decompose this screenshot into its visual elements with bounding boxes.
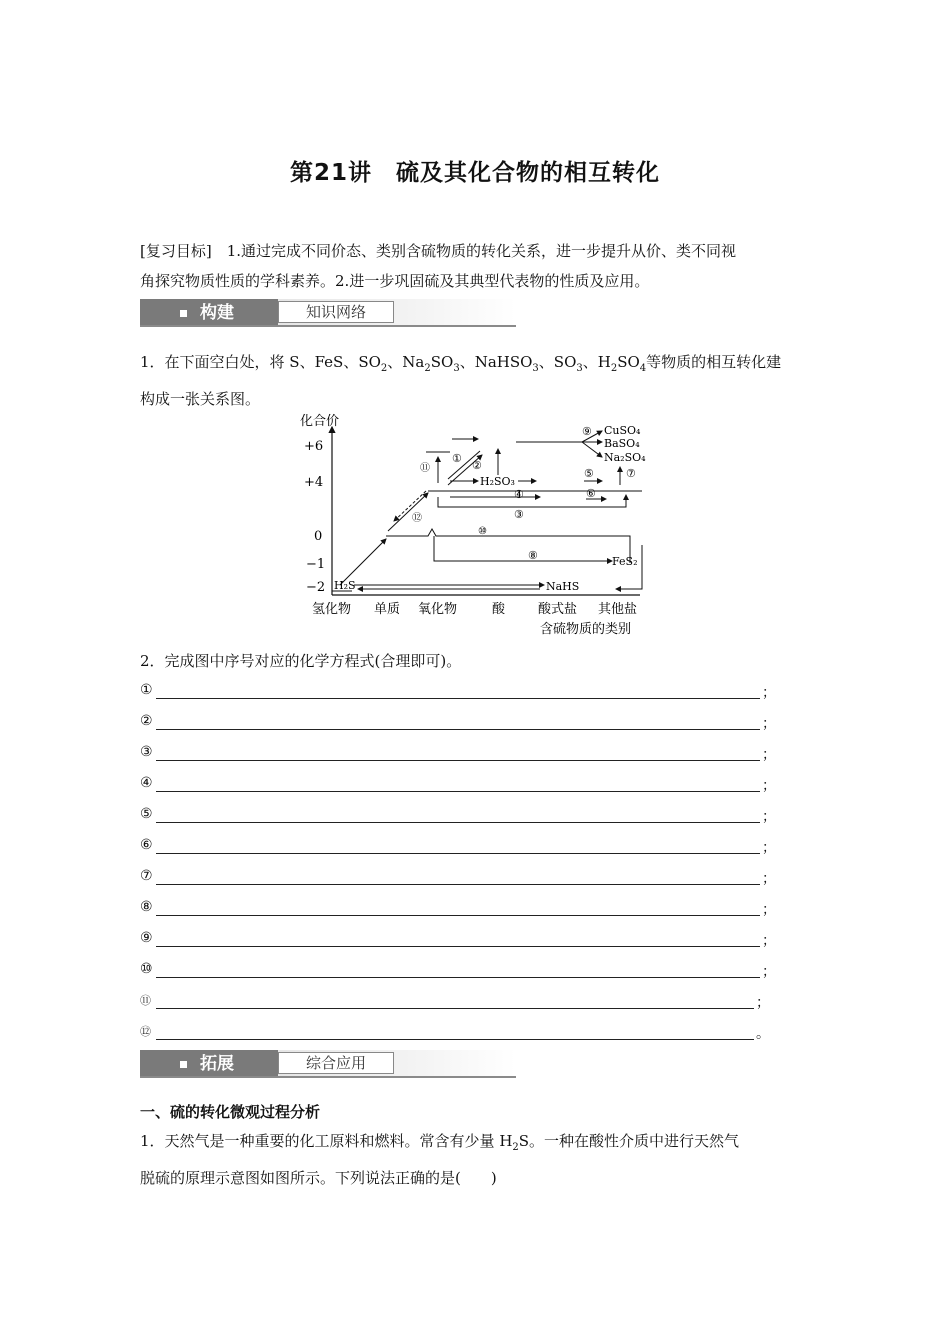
species-h2s: H₂S <box>334 579 356 592</box>
q1-text: 、SO <box>538 353 577 371</box>
q3-line-1 <box>140 1126 812 1163</box>
q1-sub: 2 <box>380 363 388 374</box>
fill-num: ④ <box>140 775 153 791</box>
species-na2so4: Na₂SO₄ <box>604 451 646 464</box>
q1-sub: 4 <box>639 363 647 374</box>
q1-text: 、NaHSO <box>459 353 533 371</box>
fill-end: ； <box>762 809 776 825</box>
fill-end: ； <box>762 964 776 980</box>
y-tick: −2 <box>306 580 326 595</box>
answer-blank[interactable] <box>156 698 760 699</box>
s-to-so2-line <box>388 493 428 531</box>
x-label: 其他盐 <box>598 602 638 617</box>
mark-2: ② <box>472 459 482 472</box>
species-fes2: FeS₂ <box>612 555 638 568</box>
mark-1: ① <box>452 452 462 465</box>
q3-text: S。一种在酸性介质中进行天然气 <box>518 1132 740 1150</box>
fill-end: ； <box>762 747 776 763</box>
answer-blank[interactable] <box>156 791 760 792</box>
fill-line <box>140 899 780 919</box>
goals-text-1: 1.通过完成不同价态、类别含硫物质的转化关系，进一步提升从价、类不同视 <box>226 242 737 260</box>
fill-line <box>140 868 780 888</box>
q3-text: 1．天然气是一种重要的化工原料和燃料。常含有少量 H <box>140 1132 513 1150</box>
banner-extend <box>140 1050 516 1078</box>
q3-line-2: 脱硫的原理示意图如图所示。下列说法正确的是( ) <box>140 1169 497 1187</box>
fill-end: ； <box>762 716 776 732</box>
fill-end: ； <box>756 995 770 1011</box>
question-1 <box>140 347 812 414</box>
fill-end: 。 <box>756 1026 770 1042</box>
fill-num: ⑥ <box>140 837 153 853</box>
fill-line <box>140 682 780 702</box>
fill-line <box>140 961 780 981</box>
square-icon <box>180 310 187 317</box>
fill-end: ； <box>762 902 776 918</box>
x-axis-title: 含硫物质的类别 <box>540 622 632 637</box>
answer-blank[interactable] <box>156 760 760 761</box>
species-nahs: NaHS <box>546 580 580 593</box>
answer-blank[interactable] <box>156 915 760 916</box>
mark-10: ⑩ <box>478 526 487 537</box>
q1-line-1 <box>140 347 812 384</box>
section-heading: 一、硫的转化微观过程分析 <box>140 1103 321 1121</box>
answer-blank[interactable] <box>156 946 760 947</box>
mark-8: ⑧ <box>528 549 538 562</box>
q1-line-2: 构成一张关系图。 <box>140 390 261 408</box>
goals-label: [复习目标] <box>140 242 212 260</box>
mark-3: ③ <box>514 508 524 521</box>
q3-sub: 2 <box>512 1142 519 1153</box>
mark-12: ⑫ <box>412 513 422 524</box>
x-label: 氧化物 <box>418 602 458 617</box>
banner-build-label: 构建 <box>200 303 234 323</box>
fill-num: ⑩ <box>140 961 153 977</box>
mark-5: ⑤ <box>584 467 594 480</box>
fill-num: ③ <box>140 744 153 760</box>
answer-blank[interactable] <box>156 822 760 823</box>
q1-text: SO <box>430 353 454 371</box>
y-tick: +4 <box>304 475 324 490</box>
mark-4: ④ <box>514 488 524 501</box>
y-tick: −1 <box>306 557 326 572</box>
banner-build-tab: 知识网络 <box>278 301 394 323</box>
mark-9: ⑨ <box>582 425 592 438</box>
x-label: 酸 <box>492 602 506 617</box>
review-goals <box>140 236 812 296</box>
species-h2so3: H₂SO₃ <box>480 475 515 488</box>
y-axis-title: 化合价 <box>300 414 340 429</box>
banner-build-dark <box>140 299 278 327</box>
banner-rule <box>140 325 516 327</box>
answer-blank[interactable] <box>156 884 760 885</box>
banner-extend-dark <box>140 1050 278 1078</box>
q1-sub: 3 <box>532 363 539 374</box>
mark-6: ⑥ <box>586 487 596 500</box>
fill-num: ⑦ <box>140 868 153 884</box>
fill-line <box>140 837 780 857</box>
arrow-10 <box>402 529 630 563</box>
answer-blank[interactable] <box>156 853 760 854</box>
fill-num: ⑨ <box>140 930 153 946</box>
answer-blank[interactable] <box>156 977 760 978</box>
fill-line <box>140 744 780 764</box>
y-tick: 0 <box>314 529 323 544</box>
q1-text: 、H <box>582 353 611 371</box>
answer-blank[interactable] <box>156 1039 754 1040</box>
q1-text: 1．在下面空白处，将 S、FeS、SO <box>140 353 381 371</box>
arrow-8 <box>434 536 612 561</box>
answer-blank[interactable] <box>156 1008 754 1009</box>
species-cuso4: CuSO₄ <box>604 424 641 437</box>
mark-7: ⑦ <box>626 467 636 480</box>
to-na2so4 <box>582 442 602 457</box>
fill-line <box>140 930 780 950</box>
fill-num: ⑪ <box>140 994 151 1007</box>
page-title: 第21讲 硫及其化合物的相互转化 <box>289 160 660 186</box>
banner-rule <box>140 1076 516 1078</box>
x-label: 单质 <box>374 602 401 617</box>
answer-blank[interactable] <box>156 729 760 730</box>
x-label: 氢化物 <box>312 602 352 617</box>
fill-end: ； <box>762 840 776 856</box>
fill-line <box>140 806 780 826</box>
fill-end: ； <box>762 685 776 701</box>
banner-build <box>140 299 516 327</box>
fill-end: ； <box>762 933 776 949</box>
sulfur-valence-diagram <box>290 405 660 641</box>
fill-line <box>140 1023 780 1043</box>
fill-end: ； <box>762 871 776 887</box>
fill-num: ② <box>140 713 153 729</box>
square-icon <box>180 1061 187 1068</box>
q1-sub: 3 <box>576 363 583 374</box>
q1-sub: 2 <box>610 363 618 374</box>
goals-line-1 <box>140 236 812 266</box>
question-3 <box>140 1126 812 1193</box>
q1-text: 、Na <box>387 353 425 371</box>
goals-line-2: 角探究物质性质的学科素养。2.进一步巩固硫及其典型代表物的性质及应用。 <box>140 272 650 290</box>
q1-sub: 2 <box>424 363 431 374</box>
species-baso4: BaSO₄ <box>604 437 640 450</box>
q1-text: SO <box>617 353 640 371</box>
q1-sub: 3 <box>453 363 460 374</box>
mark-11: ⑪ <box>420 463 430 474</box>
y-tick: +6 <box>304 439 324 454</box>
banner-extend-label: 拓展 <box>200 1054 234 1074</box>
fill-num: ⑧ <box>140 899 153 915</box>
fill-line <box>140 992 780 1012</box>
fill-num: ⑫ <box>140 1025 151 1038</box>
fill-end: ； <box>762 778 776 794</box>
x-label: 酸式盐 <box>538 602 578 617</box>
fill-num: ① <box>140 682 153 698</box>
banner-extend-tab: 综合应用 <box>278 1052 394 1074</box>
fill-line <box>140 775 780 795</box>
q1-text: 等物质的相互转化建 <box>646 353 782 371</box>
fill-line <box>140 713 780 733</box>
question-2: 2．完成图中序号对应的化学方程式(合理即可)。 <box>140 652 462 670</box>
fill-num: ⑤ <box>140 806 153 822</box>
